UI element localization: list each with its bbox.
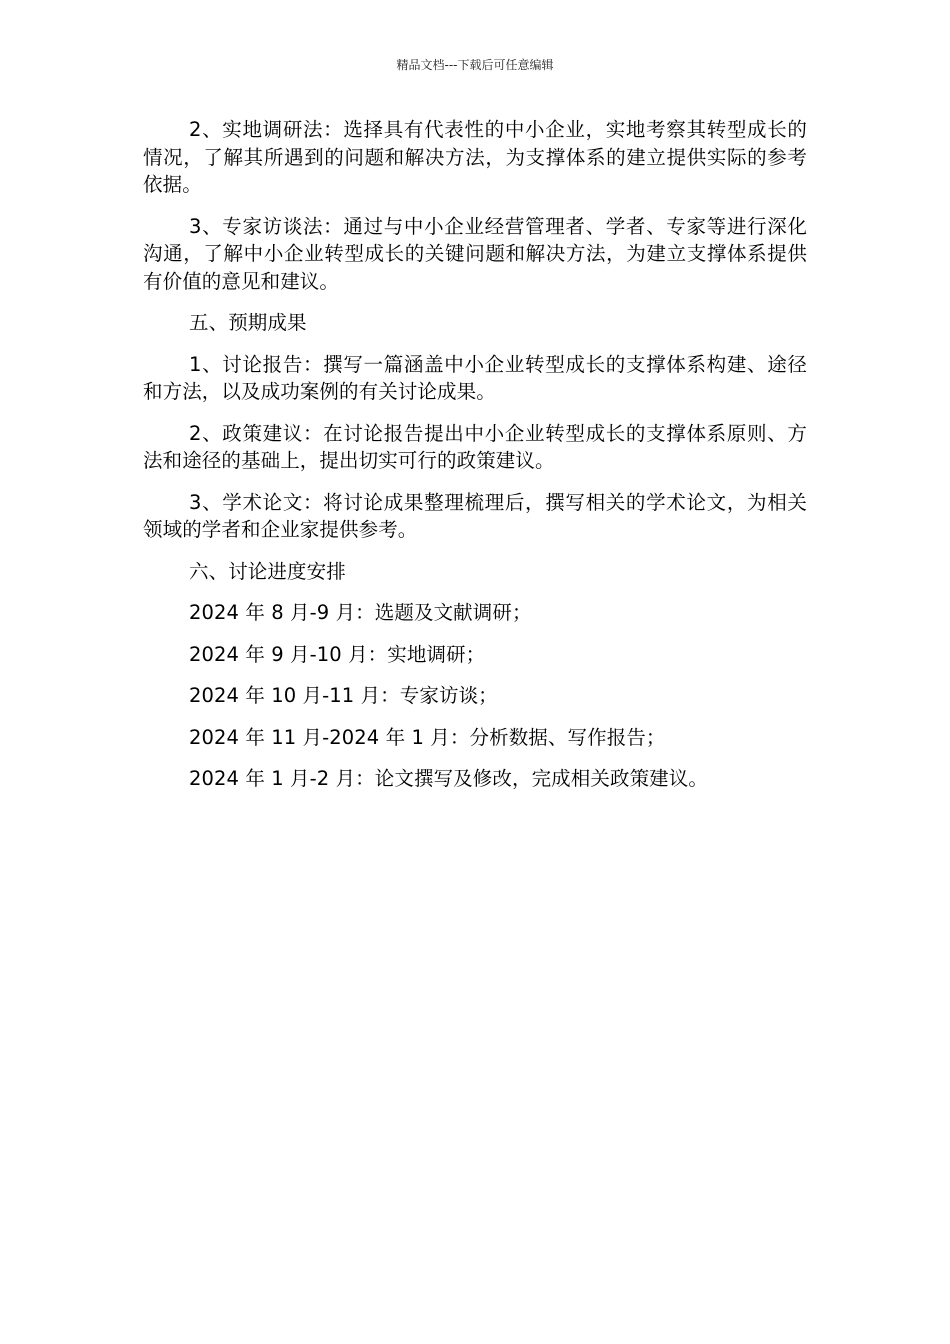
paragraph-research-report: 1、讨论报告：撰写一篇涵盖中小企业转型成长的支撑体系构建、途径和方法，以及成功案例的有关讨论成果。: [143, 352, 807, 403]
paragraph-expert-interview-method: 3、专家访谈法：通过与中小企业经营管理者、学者、专家等进行深化沟通，了解中小企业转型成长的关键问题和解决方法，为建立支撑体系提供有价值的意见和建议。: [143, 214, 807, 293]
paragraph-field-research-method: 2、实地调研法：选择具有代表性的中小企业，实地考察其转型成长的情况，了解其所遇到的问题和解决方法，为支撑体系的建立提供实际的参考依据。: [143, 118, 807, 196]
paragraph-policy-suggestions: 2、政策建议：在讨论报告提出中小企业转型成长的支撑体系原则、方法和途径的基础上，提出切实可行的政策建议。: [143, 421, 807, 472]
page-header: 精品文档---下载后可任意编辑: [396, 58, 554, 72]
paragraph-academic-paper: 3、学术论文：将讨论成果整理梳理后，撰写相关的学术论文，为相关领域的学者和企业家提供参考。: [143, 490, 807, 541]
section-heading-schedule: 六、讨论进度安排: [189, 559, 346, 583]
schedule-item: 2024 年 9 月-10 月：实地调研；: [189, 642, 486, 666]
document-body: [143, 116, 807, 807]
schedule-item: 2024 年 11 月-2024 年 1 月：分析数据、写作报告；: [189, 725, 666, 749]
section-heading-expected-results: 五、预期成果: [189, 311, 307, 334]
schedule-item: 2024 年 8 月-9 月：选题及文献调研；: [189, 601, 532, 624]
schedule-item: 2024 年 1 月-2 月：论文撰写及修改，完成相关政策建议。: [189, 767, 708, 790]
schedule-item: 2024 年 10 月-11 月：专家访谈；: [189, 684, 498, 707]
